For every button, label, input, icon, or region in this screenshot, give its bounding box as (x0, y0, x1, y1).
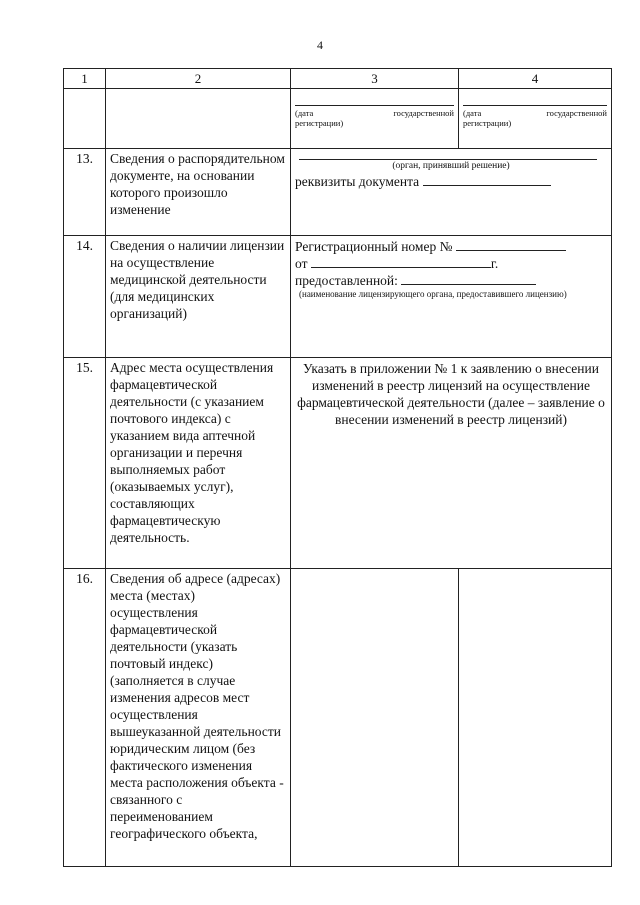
granted-by-note: (наименование лицензирующего органа, предоставившего лицензию) (299, 289, 567, 299)
registration-date-note-line2: регистрации) (463, 118, 512, 128)
registration-date-field-col4[interactable] (459, 89, 612, 149)
row-label: Адрес места осуществления фармацевтической деятельности (с указанием почтового индекса) с указанием вида аптечной организации и перечня выполняемых работ (оказываемых услуг), составляющих фармацевтическую деятельность. (106, 358, 291, 569)
document-details: реквизиты документа (295, 173, 607, 190)
row-label: Сведения о распорядительном документе, на основании которого произошло изменение (106, 149, 291, 236)
medical-license-field[interactable] (291, 236, 612, 358)
empty-cell (106, 89, 291, 149)
registration-number-line: Регистрационный номер № (295, 238, 607, 255)
appendix-instruction: Указать в приложении № 1 к заявлению о внесении изменений в реестр лицензий на осуществление фармацевтической деятельности (далее – заявление о внесении изменений в реестр лицензий) (291, 358, 612, 569)
granted-by-line: предоставленной: (295, 272, 607, 289)
decree-document-field[interactable] (291, 149, 612, 236)
registration-number-blank[interactable] (456, 238, 566, 251)
license-date-blank[interactable] (311, 255, 491, 268)
registration-date-row (64, 89, 612, 149)
row-label: Сведения об адресе (адресах) места (местах) осуществления фармацевтической деятельности (указать почтовый индекс) (заполняется в случае изменения адресов мест осуществления вышеуказанной деятельности юридическим лицом (без фактического изменения места расположения объекта - связанного с переименованием географического объекта, (106, 569, 291, 867)
registration-date-note-line2: регистрации) (295, 118, 344, 128)
column-number-2: 2 (106, 69, 291, 89)
details-blank[interactable] (423, 173, 551, 186)
authority-note: (орган, принявший решение) (392, 161, 510, 171)
row-13 (64, 149, 612, 236)
registration-date-note: (дата государственной (295, 108, 454, 118)
license-form-table (63, 68, 612, 867)
column-numbers-row (64, 69, 612, 89)
license-date-line: от г. (295, 256, 499, 271)
registration-date-field-col3[interactable] (291, 89, 459, 149)
column-number-4: 4 (459, 69, 612, 89)
column-number-1: 1 (64, 69, 106, 89)
column-number-3: 3 (291, 69, 459, 89)
row-number: 16. (64, 569, 106, 867)
row-number: 14. (64, 236, 106, 358)
row-15 (64, 358, 612, 569)
authority-line (299, 159, 597, 160)
address-field-col4[interactable] (459, 569, 612, 867)
row-number: 15. (64, 358, 106, 569)
row-label: Сведения о наличии лицензии на осуществление медицинской деятельности (для медицинских организаций) (106, 236, 291, 358)
page-number: 4 (317, 38, 323, 52)
empty-cell (64, 89, 106, 149)
address-field-col3[interactable] (291, 569, 459, 867)
row-number: 13. (64, 149, 106, 236)
registration-date-note: (дата государственной (463, 108, 607, 118)
row-14 (64, 236, 612, 358)
granted-by-blank[interactable] (401, 272, 536, 285)
row-16 (64, 569, 612, 867)
